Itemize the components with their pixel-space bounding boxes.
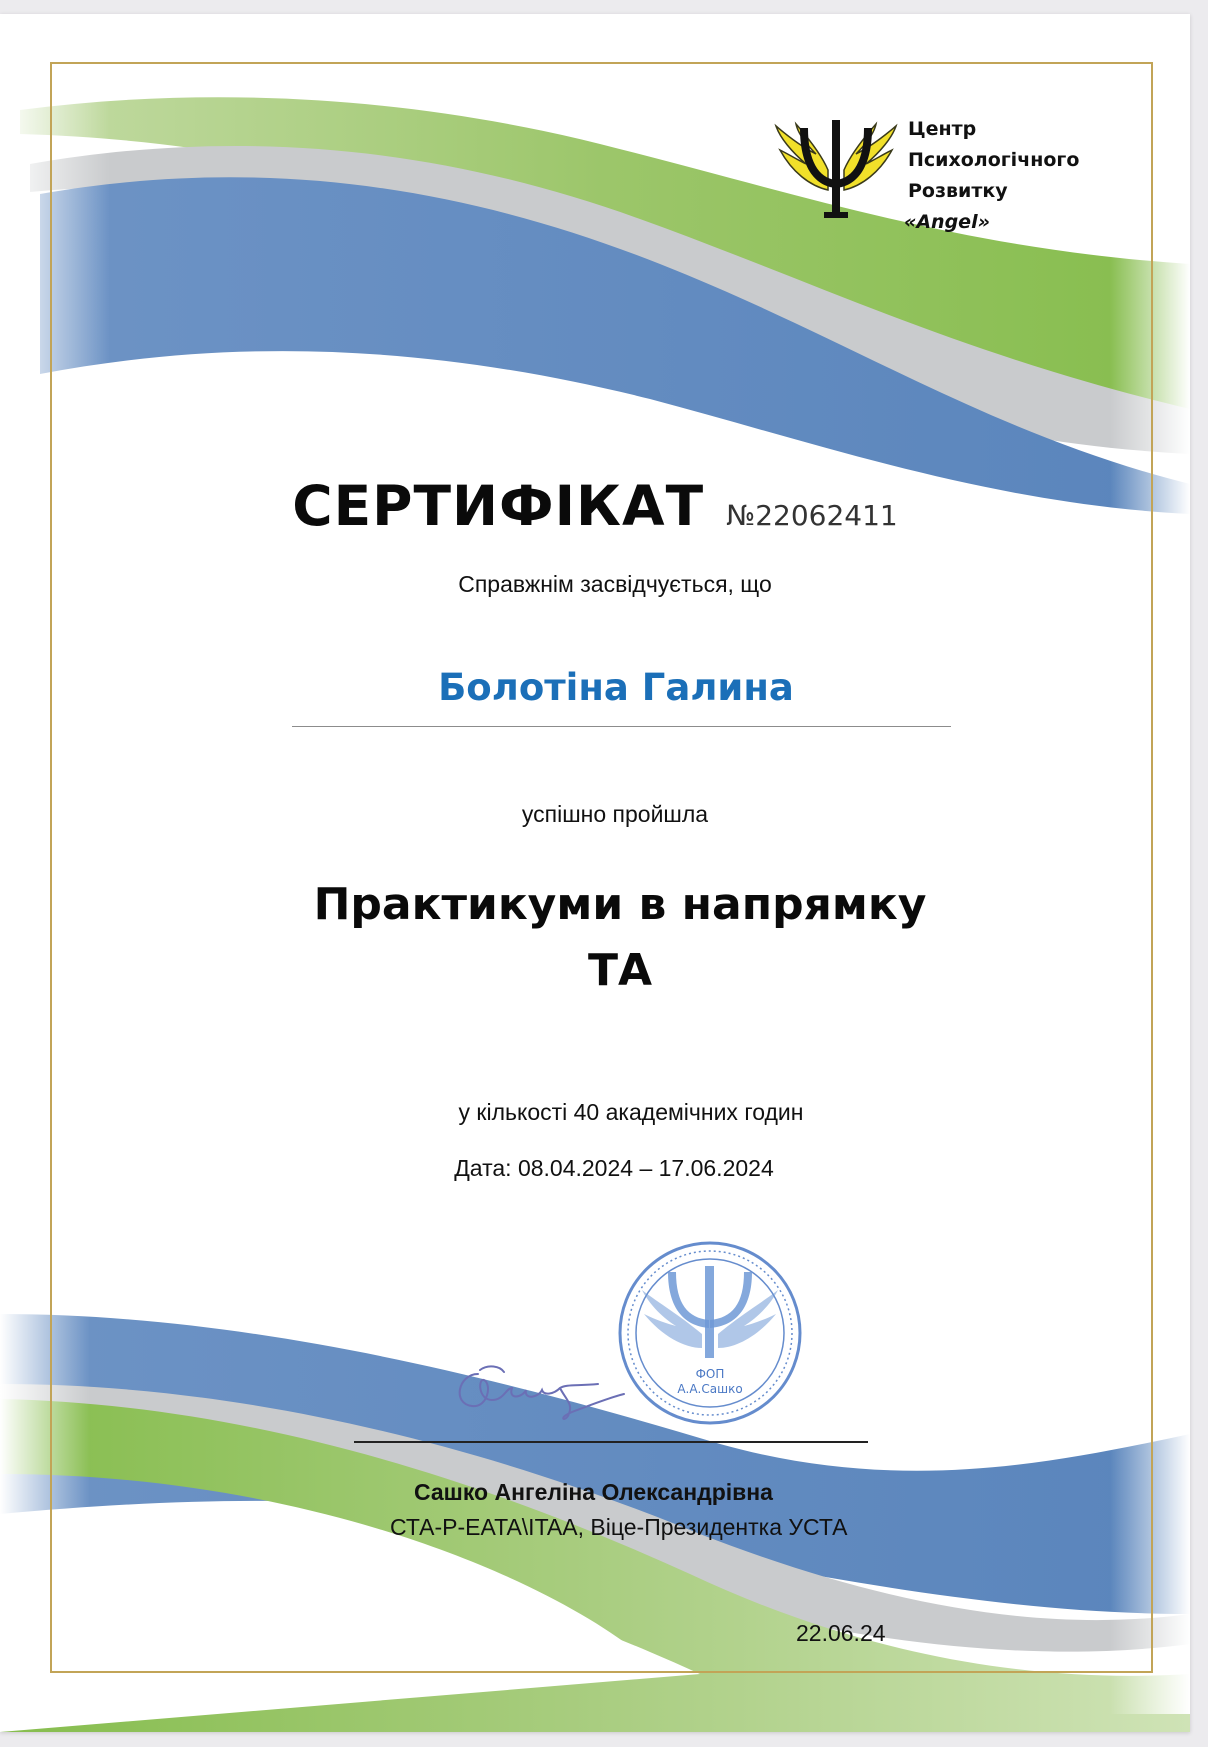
recipient-underline [292,726,951,727]
certificate-number: №22062411 [726,499,898,532]
logo-line-2: Психологічного [908,149,1080,171]
stamp-line-2: А.А.Сашко [677,1382,743,1396]
course-title-line-2: ТА [587,945,653,996]
stamp-line-1: ФОП [695,1367,725,1381]
psi-wings-icon [770,120,902,228]
organization-stamp [614,1238,806,1428]
signature-line [354,1441,868,1443]
psi-wings-icon [642,1266,778,1358]
signatory-role: СТА-P-EATA\ITAA, Віце-Президентка УСТА [390,1514,848,1540]
issue-date: 22.06.24 [796,1620,886,1646]
course-title [0,872,1190,1004]
gold-frame [50,62,1153,1673]
course-title-line-1: Практикуми в напрямку [313,879,927,930]
logo-line-3: Розвитку [908,180,1008,202]
logo-line-4: «Angel» [904,211,990,233]
handwritten-signature [448,1344,638,1424]
hours-text: у кількості 40 академічних годин [458,1099,804,1125]
logo-line-1: Центр [908,118,977,140]
course-dates: Дата: 08.04.2024 – 17.06.2024 [454,1155,774,1181]
signatory-name: Сашко Ангеліна Олександрівна [414,1479,773,1505]
certificate-header [0,474,1190,538]
organization-logo-text [904,114,1108,238]
attest-text: Справжнім засвідчується, що [458,571,772,597]
certificate-page [0,14,1190,1732]
certificate-title: СЕРТИФІКАТ [292,474,705,538]
completed-text: успішно пройшла [521,801,709,827]
recipient-name: Болотіна Галина [438,666,794,709]
